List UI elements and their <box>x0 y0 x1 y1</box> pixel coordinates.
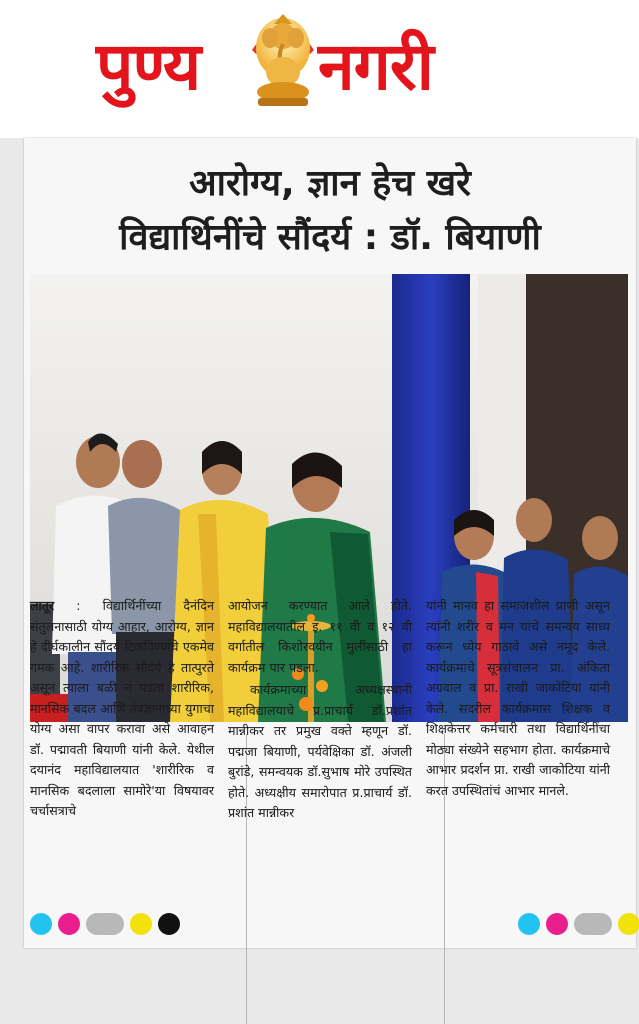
article-paragraph: आयोजन करण्यात आले होते. महाविद्यालयातील इ. ११ वी व १२ वी वर्गातील किशोरवयीन मुलींसाठी हा कार्यक्रम पार पडला. <box>228 598 412 675</box>
reg-mark-grey <box>574 913 612 935</box>
reg-mark-yellow <box>618 913 639 935</box>
article-text: : विद्यार्थिनींच्या दैनंदिन संतुलनासाठी योग्य आहार, आरोग्य, ज्ञान हे दीर्घकालीन सौंदर्य टिकविण्याचे एकमेव गमक आहे. शारीरिक सौंदर्य हे तात्पुरते असून त्याला बळी न पडता शारीरिक, मानसिक बदल आणि तंत्रज्ञानाच्या युगाचा योग्य असा वापर करावा असे आवाहन डॉ. पद्मावती बियाणी यांनी केले. येथील दयानंद महाविद्यालयात 'शारीरिक व मानसिक बदलाला सामोरे'या विषयावर चर्चासत्राचे <box>30 598 214 818</box>
masthead-title-left: पुण्य <box>96 28 201 105</box>
article-paragraph: यांनी मानव हा समाजशील प्राणी असून त्यांनी शरीर व मन याचे समन्वय साध्य करून ध्येय गाठावे असे नमूद केले. कार्यक्रमाचे सूत्रसंचालन प्रा. अंकिता अग्रवाल व प्रा. राखी जाकोटिया यांनी केले. सदरील कार्यक्रमास शिक्षक व शिक्षकेत्तर कर्मचारी तथा विद्यार्थिनींचा मोठ्या संख्येने सहभाग होता. कार्यक्रमाचे आभार प्रदर्शन प्रा. राखी जाकोटिया यांनी करत उपस्थितांचं आभार मानले. <box>426 598 610 798</box>
registration-marks-right <box>518 913 639 935</box>
article-paragraph: कार्यक्रमाच्या अध्यक्षस्थानी महाविद्यालयाचे प्र.प्राचार्य डॉ.प्रशांत मान्नीकर तर प्रमुख वक्ते म्हणून डॉ. पद्मजा बियाणी, पर्यवेक्षिका डॉ. अंजली बुरांडे, समन्वयक डॉ.सुभाष मोरे उपस्थित होते. अध्यक्षीय समारोपात प्र.प्राचार्य डॉ. प्रशांत मान्नीकर <box>228 682 412 820</box>
article-column-1 <box>30 596 214 896</box>
headline-line-1: आरोग्य, ज्ञान हेच खरे <box>189 163 471 204</box>
reg-mark-magenta <box>546 913 568 935</box>
article-paragraph <box>30 596 214 822</box>
reg-mark-yellow <box>130 913 152 935</box>
registration-marks-left <box>30 913 180 935</box>
article-column-2 <box>228 596 412 896</box>
ganesh-idol-icon <box>246 10 320 110</box>
article-column-3 <box>426 596 610 896</box>
reg-mark-grey <box>86 913 124 935</box>
dateline: लातूर <box>30 598 55 613</box>
headline-line-2: विद्यार्थिनींचे सौंदर्य : डॉ. बियाणी <box>119 217 541 258</box>
masthead-title-right: नगरी <box>318 28 433 105</box>
reg-mark-magenta <box>58 913 80 935</box>
reg-mark-black <box>158 913 180 935</box>
article-body <box>30 596 610 896</box>
reg-mark-cyan <box>30 913 52 935</box>
masthead <box>0 0 639 138</box>
reg-mark-cyan <box>518 913 540 935</box>
